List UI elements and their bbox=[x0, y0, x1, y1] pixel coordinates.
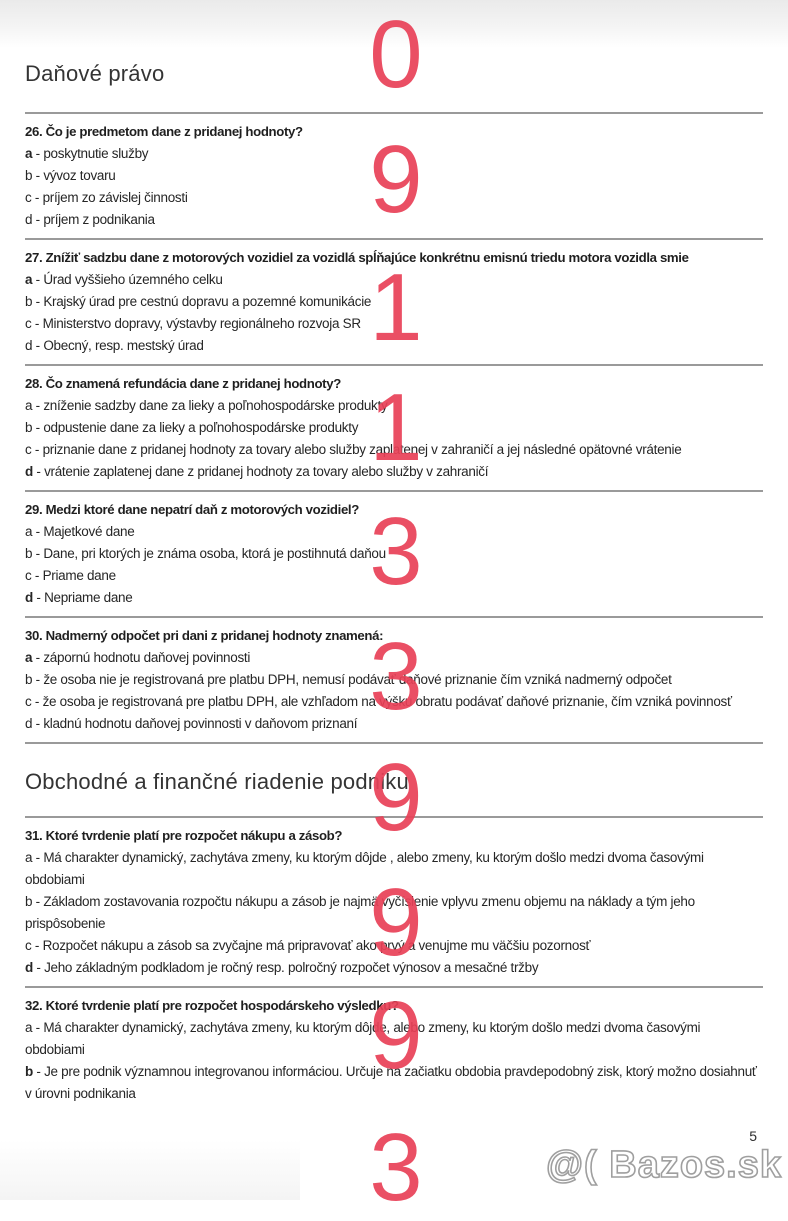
question-32 bbox=[25, 995, 763, 1105]
answer-letter: b bbox=[25, 672, 33, 687]
watermark-digit: 9 bbox=[369, 869, 423, 976]
answer-text: príjem zo závislej činnosti bbox=[42, 190, 188, 205]
watermark-digit: 1 bbox=[369, 374, 423, 481]
answer-letter: b bbox=[25, 894, 33, 909]
answer-letter: a bbox=[25, 1020, 33, 1035]
question-26 bbox=[25, 121, 763, 231]
answer-text: Má charakter dynamický, zachytáva zmeny, ku ktorým dôjde, alebo zmeny, ku ktorým došlo medzi dvoma časovými obdobiami bbox=[25, 1020, 701, 1057]
answer-letter: c bbox=[25, 938, 32, 953]
watermark-digit: 0 bbox=[369, 1, 423, 108]
answer-26c: c - príjem zo závislej činnosti bbox=[25, 190, 188, 205]
section-title-1: Daňové právo bbox=[25, 61, 165, 86]
answer-29c: c - Priame dane bbox=[25, 568, 116, 583]
scan-bottom-shadow bbox=[0, 1140, 300, 1200]
question-29 bbox=[25, 499, 763, 609]
answer-letter: d bbox=[25, 590, 33, 605]
answer-27c: c - Ministerstvo dopravy, výstavby regionálneho rozvoja SR bbox=[25, 316, 361, 331]
answer-text: že osoba nie je registrovaná pre platbu DPH, nemusí podávať daňové priznanie čím vzniká nadmerný odpočet bbox=[43, 672, 672, 687]
question-text: 28. Čo znamená refundácia dane z pridanej hodnoty? bbox=[25, 376, 341, 391]
answer-letter: d bbox=[25, 212, 33, 227]
answer-letter: b bbox=[25, 1064, 33, 1079]
answer-text: Má charakter dynamický, zachytáva zmeny, ku ktorým dôjde , alebo zmeny, ku ktorým došlo medzi dvoma časovými obdobiami bbox=[25, 850, 704, 887]
question-text: 29. Medzi ktoré dane nepatrí daň z motorových vozidiel? bbox=[25, 502, 359, 517]
watermark-digit: 3 bbox=[369, 498, 423, 605]
answer-text: Ministerstvo dopravy, výstavby regionálneho rozvoja SR bbox=[42, 316, 361, 331]
answer-letter: c bbox=[25, 190, 32, 205]
answer-text: Jeho základným podkladom je ročný resp. polročný rozpočet výnosov a mesačné tržby bbox=[44, 960, 539, 975]
answer-30b: b - že osoba nie je registrovaná pre platbu DPH, nemusí podávať daňové priznanie čím vzniká nadmerný odpočet bbox=[25, 672, 672, 687]
answer-32b: b - Je pre podnik významnou integrovanou informáciou. Určuje na začiatku obdobia pravdepodobný zisk, ktorý možno dosiahnuť v úrovni podnikania bbox=[25, 1064, 757, 1101]
answer-letter: b bbox=[25, 546, 33, 561]
answer-31d: d - Jeho základným podkladom je ročný resp. polročný rozpočet výnosov a mesačné tržby bbox=[25, 960, 539, 975]
divider bbox=[25, 742, 763, 744]
answer-text: Rozpočet nákupu a zásob sa zvyčajne má pripravovať ako prvý a venujme mu väčšiu pozornosť bbox=[42, 938, 591, 953]
answer-text: poskytnutie služby bbox=[43, 146, 149, 161]
watermark-digit: 3 bbox=[369, 1114, 423, 1221]
page-number: 5 bbox=[749, 1128, 757, 1144]
answer-letter: a bbox=[25, 272, 33, 287]
question-28 bbox=[25, 373, 763, 483]
answer-28b: b - odpustenie dane za lieky a poľnohospodárske produkty bbox=[25, 420, 359, 435]
question-text: 27. Znížiť sadzbu dane z motorových vozidiel za vozidlá spĺňajúce konkrétnu emisnú triedu motora vozidla smie bbox=[25, 250, 689, 265]
answer-26a: a - poskytnutie služby bbox=[25, 146, 149, 161]
question-text: 32. Ktoré tvrdenie platí pre rozpočet hospodárskeho výsledku? bbox=[25, 998, 399, 1013]
question-30 bbox=[25, 625, 763, 735]
answer-26d: d - príjem z podnikania bbox=[25, 212, 155, 227]
section-title-2: Obchodné a finančné riadenie podniku bbox=[25, 769, 409, 794]
answer-text: príjem z podnikania bbox=[43, 212, 155, 227]
answer-text: Dane, pri ktorých je známa osoba, ktorá je postihnutá daňou bbox=[43, 546, 386, 561]
answer-30d: d - kladnú hodnotu daňovej povinnosti v daňovom priznaní bbox=[25, 716, 358, 731]
answer-29b: b - Dane, pri ktorých je známa osoba, ktorá je postihnutá daňou bbox=[25, 546, 386, 561]
answer-letter: a bbox=[25, 650, 33, 665]
answer-30c: c - že osoba je registrovaná pre platbu DPH, ale vzhľadom na výšku obratu podávať daňové priznanie, čím vzniká povinnosť bbox=[25, 694, 732, 709]
answer-text: že osoba je registrovaná pre platbu DPH, ale vzhľadom na výšku obratu podávať daňové priznanie, čím vzniká povinnosť bbox=[42, 694, 732, 709]
answer-28c: c - priznanie dane z pridanej hodnoty za tovary alebo služby zaplatenej v zahraničí a jej následné opätovné vrátenie bbox=[25, 442, 682, 457]
divider bbox=[25, 816, 763, 818]
answer-letter: a bbox=[25, 850, 33, 865]
answer-31c: c - Rozpočet nákupu a zásob sa zvyčajne má pripravovať ako prvý a venujme mu väčšiu pozornosť bbox=[25, 938, 591, 953]
divider bbox=[25, 986, 763, 988]
document-content bbox=[25, 0, 763, 1105]
answer-text: Krajský úrad pre cestnú dopravu a pozemné komunikácie bbox=[43, 294, 372, 309]
watermark-digit: 1 bbox=[369, 254, 423, 361]
watermark-digit: 9 bbox=[369, 982, 423, 1089]
answer-27d: d - Obecný, resp. mestský úrad bbox=[25, 338, 204, 353]
answer-letter: b bbox=[25, 420, 33, 435]
answer-text: Majetkové dane bbox=[43, 524, 135, 539]
answer-text: odpustenie dane za lieky a poľnohospodárske produkty bbox=[43, 420, 359, 435]
answer-text: Základom zostavovania rozpočtu nákupu a zásob je najmä vyčíslenie vplyvu zmenu objemu na náklady a tým jeho prispôsobenie bbox=[25, 894, 695, 931]
answer-letter: c bbox=[25, 694, 32, 709]
answer-text: Je pre podnik významnou integrovanou informáciou. Určuje na začiatku obdobia pravdepodobný zisk, ktorý možno dosiahnuť v úrovni podnikania bbox=[25, 1064, 757, 1101]
answer-letter: a bbox=[25, 398, 33, 413]
divider bbox=[25, 112, 763, 114]
answer-32a: a - Má charakter dynamický, zachytáva zmeny, ku ktorým dôjde, alebo zmeny, ku ktorým došlo medzi dvoma časovými obdobiami bbox=[25, 1020, 701, 1057]
watermark-digit: 3 bbox=[369, 623, 423, 730]
answer-letter: d bbox=[25, 338, 33, 353]
answer-text: vývoz tovaru bbox=[43, 168, 116, 183]
answer-text: Priame dane bbox=[42, 568, 116, 583]
answer-letter: d bbox=[25, 960, 33, 975]
divider bbox=[25, 364, 763, 366]
question-text: 31. Ktoré tvrdenie platí pre rozpočet nákupu a zásob? bbox=[25, 828, 343, 843]
answer-text: Obecný, resp. mestský úrad bbox=[43, 338, 204, 353]
watermark-digit: 9 bbox=[369, 744, 423, 851]
answer-letter: b bbox=[25, 294, 33, 309]
answer-text: vrátenie zaplatenej dane z pridanej hodnoty za tovary alebo služby v zahraničí bbox=[44, 464, 489, 479]
answer-28d: d - vrátenie zaplatenej dane z pridanej hodnoty za tovary alebo služby v zahraničí bbox=[25, 464, 489, 479]
answer-29d: d - Nepriame dane bbox=[25, 590, 133, 605]
answer-text: zápornú hodnotu daňovej povinnosti bbox=[43, 650, 251, 665]
answer-31b: b - Základom zostavovania rozpočtu nákupu a zásob je najmä vyčíslenie vplyvu zmenu objemu na náklady a tým jeho prispôsobenie bbox=[25, 894, 695, 931]
answer-letter: c bbox=[25, 442, 32, 457]
answer-letter: d bbox=[25, 464, 33, 479]
answer-28a: a - zníženie sadzby dane za lieky a poľnohospodárske produkty bbox=[25, 398, 388, 413]
answer-text: Nepriame dane bbox=[44, 590, 133, 605]
watermark-digit: 9 bbox=[369, 126, 423, 233]
answer-letter: a bbox=[25, 146, 33, 161]
answer-27b: b - Krajský úrad pre cestnú dopravu a pozemné komunikácie bbox=[25, 294, 372, 309]
answer-31a: a - Má charakter dynamický, zachytáva zmeny, ku ktorým dôjde , alebo zmeny, ku ktorým došlo medzi dvoma časovými obdobiami bbox=[25, 850, 704, 887]
answer-29a: a - Majetkové dane bbox=[25, 524, 135, 539]
answer-letter: b bbox=[25, 168, 33, 183]
answer-26b: b - vývoz tovaru bbox=[25, 168, 116, 183]
divider bbox=[25, 238, 763, 240]
answer-text: kladnú hodnotu daňovej povinnosti v daňovom priznaní bbox=[43, 716, 358, 731]
answer-letter: a bbox=[25, 524, 33, 539]
answer-30a: a - zápornú hodnotu daňovej povinnosti bbox=[25, 650, 251, 665]
answer-letter: d bbox=[25, 716, 33, 731]
divider bbox=[25, 616, 763, 618]
answer-text: Úrad vyššieho územného celku bbox=[43, 272, 223, 287]
question-text: 30. Nadmerný odpočet pri dani z pridanej hodnoty znamená: bbox=[25, 628, 384, 643]
answer-text: priznanie dane z pridanej hodnoty za tovary alebo služby zaplatenej v zahraničí a jej následné opätovné vrátenie bbox=[42, 442, 682, 457]
question-31 bbox=[25, 825, 763, 979]
answer-letter: c bbox=[25, 568, 32, 583]
answer-letter: c bbox=[25, 316, 32, 331]
answer-27a: a - Úrad vyššieho územného celku bbox=[25, 272, 223, 287]
answer-text: zníženie sadzby dane za lieky a poľnohospodárske produkty bbox=[43, 398, 388, 413]
question-27 bbox=[25, 247, 763, 361]
question-text: 26. Čo je predmetom dane z pridanej hodnoty? bbox=[25, 124, 303, 139]
bazos-logo-watermark: @( Bazos.sk bbox=[545, 1144, 782, 1186]
divider bbox=[25, 490, 763, 492]
